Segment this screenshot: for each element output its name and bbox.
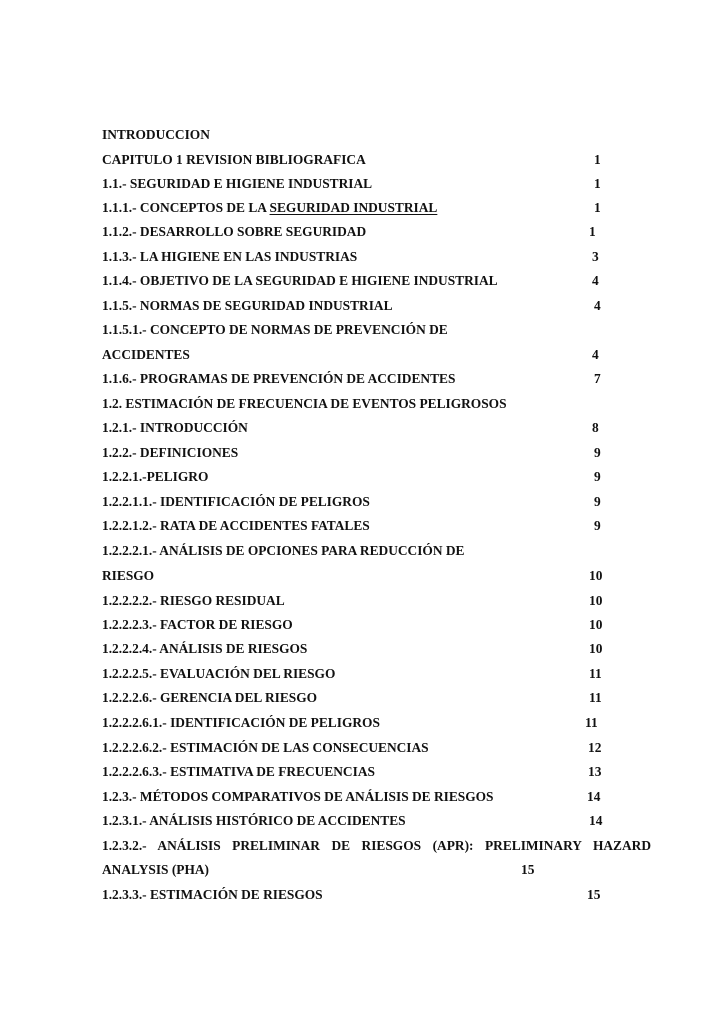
toc-entry-page: 4 <box>592 347 599 362</box>
toc-entry-page: 4 <box>592 273 599 288</box>
seguridad-industrial-link[interactable]: SEGURIDAD INDUSTRIAL <box>269 200 438 215</box>
toc-entry-page: 9 <box>594 518 601 533</box>
toc-entry-title: 1.2.3.3.- ESTIMACIÓN DE RIESGOS <box>102 887 323 902</box>
toc-entry-title: ACCIDENTES <box>102 347 190 362</box>
toc-entry-title: 1.2.2.1.1.- IDENTIFICACIÓN DE PELIGROS <box>102 494 370 509</box>
toc-entry-title: 1.1.- SEGURIDAD E HIGIENE INDUSTRIAL <box>102 176 373 191</box>
toc-entry-title: ANALYSIS (PHA) <box>102 862 210 877</box>
toc-entry-title: 1.2.2.2.6.3.- ESTIMATIVA DE FRECUENCIAS <box>102 764 375 779</box>
toc-entry-title: 1.2.2.2.6.- GERENCIA DEL RIESGO <box>102 690 318 705</box>
toc-entry-page: 14 <box>589 813 603 828</box>
toc-entry-title: 1.1.5.- NORMAS DE SEGURIDAD INDUSTRIAL <box>102 298 393 313</box>
toc-entry-page: 9 <box>594 469 601 484</box>
toc-entry-page: 9 <box>594 445 601 460</box>
toc-entry-title: 1.2.3.2.- ANÁLISIS PRELIMINAR DE RIESGOS (APR): PRELIMINARY HAZARD <box>102 838 651 853</box>
toc-entry-title: 1.2.2.2.2.- RIESGO RESIDUAL <box>102 593 285 608</box>
toc-entry-page: 7 <box>594 371 601 386</box>
toc-entry-page: 4 <box>594 298 601 313</box>
toc-entry-title: 1.2.2.2.6.2.- ESTIMACIÓN DE LAS CONSECUENCIAS <box>102 740 429 755</box>
toc-entry-title: 1.2.3.- MÉTODOS COMPARATIVOS DE ANÁLISIS DE RIESGOS <box>102 789 494 804</box>
toc-entry-title: 1.2.2.- DEFINICIONES <box>102 445 239 460</box>
toc-entry-page: 10 <box>589 593 603 608</box>
toc-entry-page: 12 <box>588 740 602 755</box>
toc-entry-title: 1.2.2.1.2.- RATA DE ACCIDENTES FATALES <box>102 518 370 533</box>
toc-entry-page: 11 <box>585 715 598 730</box>
toc-entry-title <box>102 200 437 216</box>
toc-entry-page: 10 <box>589 568 603 583</box>
toc-entry-title: CAPITULO 1 REVISION BIBLIOGRAFICA <box>102 152 366 167</box>
toc-entry-title: 1.1.4.- OBJETIVO DE LA SEGURIDAD E HIGIENE INDUSTRIAL <box>102 273 498 288</box>
toc-entry-title-prefix: 1.1.1.- CONCEPTOS DE LA <box>102 200 270 215</box>
toc-entry-title: 1.1.3.- LA HIGIENE EN LAS INDUSTRIAS <box>102 249 358 264</box>
toc-entry-page: 8 <box>592 420 599 435</box>
toc-entry-title: 1.1.2.- DESARROLLO SOBRE SEGURIDAD <box>102 224 367 239</box>
toc-entry-title: 1.2.2.2.6.1.- IDENTIFICACIÓN DE PELIGROS <box>102 715 380 730</box>
toc-entry-page: 3 <box>592 249 599 264</box>
toc-entry-page: 1 <box>594 176 601 191</box>
toc-entry-page: 10 <box>589 641 603 656</box>
toc-entry-title: 1.2.1.- INTRODUCCIÓN <box>102 420 248 435</box>
toc-entry-page: 11 <box>589 666 602 681</box>
toc-entry-title: 1.2.2.2.1.- ANÁLISIS DE OPCIONES PARA REDUCCIÓN DE <box>102 543 465 558</box>
toc-entry-page: 14 <box>587 789 601 804</box>
toc-entry-title: RIESGO <box>102 568 155 583</box>
toc-entry-title: 1.2.2.2.3.- FACTOR DE RIESGO <box>102 617 293 632</box>
toc-entry-title: 1.1.5.1.- CONCEPTO DE NORMAS DE PREVENCIÓN DE <box>102 322 448 337</box>
toc-entry-page: 1 <box>589 224 596 239</box>
toc-entry-page: 11 <box>589 690 602 705</box>
toc-entry-page: 13 <box>588 764 602 779</box>
toc-entry-page: 15 <box>587 887 601 902</box>
toc-entry-title: 1.2.2.2.4.- ANÁLISIS DE RIESGOS <box>102 641 308 656</box>
toc-entry-page: 1 <box>594 200 601 215</box>
toc-entry-page: 15 <box>521 862 535 877</box>
toc-entry-title: 1.2.3.1.- ANÁLISIS HISTÓRICO DE ACCIDENTES <box>102 813 406 828</box>
toc-entry-title: 1.2. ESTIMACIÓN DE FRECUENCIA DE EVENTOS PELIGROSOS <box>102 396 507 411</box>
toc-entry-title: INTRODUCCION <box>102 127 210 142</box>
toc-entry-page: 9 <box>594 494 601 509</box>
toc-entry-title: 1.1.6.- PROGRAMAS DE PREVENCIÓN DE ACCIDENTES <box>102 371 456 386</box>
toc-entry-title: 1.2.2.2.5.- EVALUACIÓN DEL RIESGO <box>102 666 336 681</box>
toc-entry-title: 1.2.2.1.-PELIGRO <box>102 469 209 484</box>
toc-entry-page: 10 <box>589 617 603 632</box>
toc-entry-page: 1 <box>594 152 601 167</box>
